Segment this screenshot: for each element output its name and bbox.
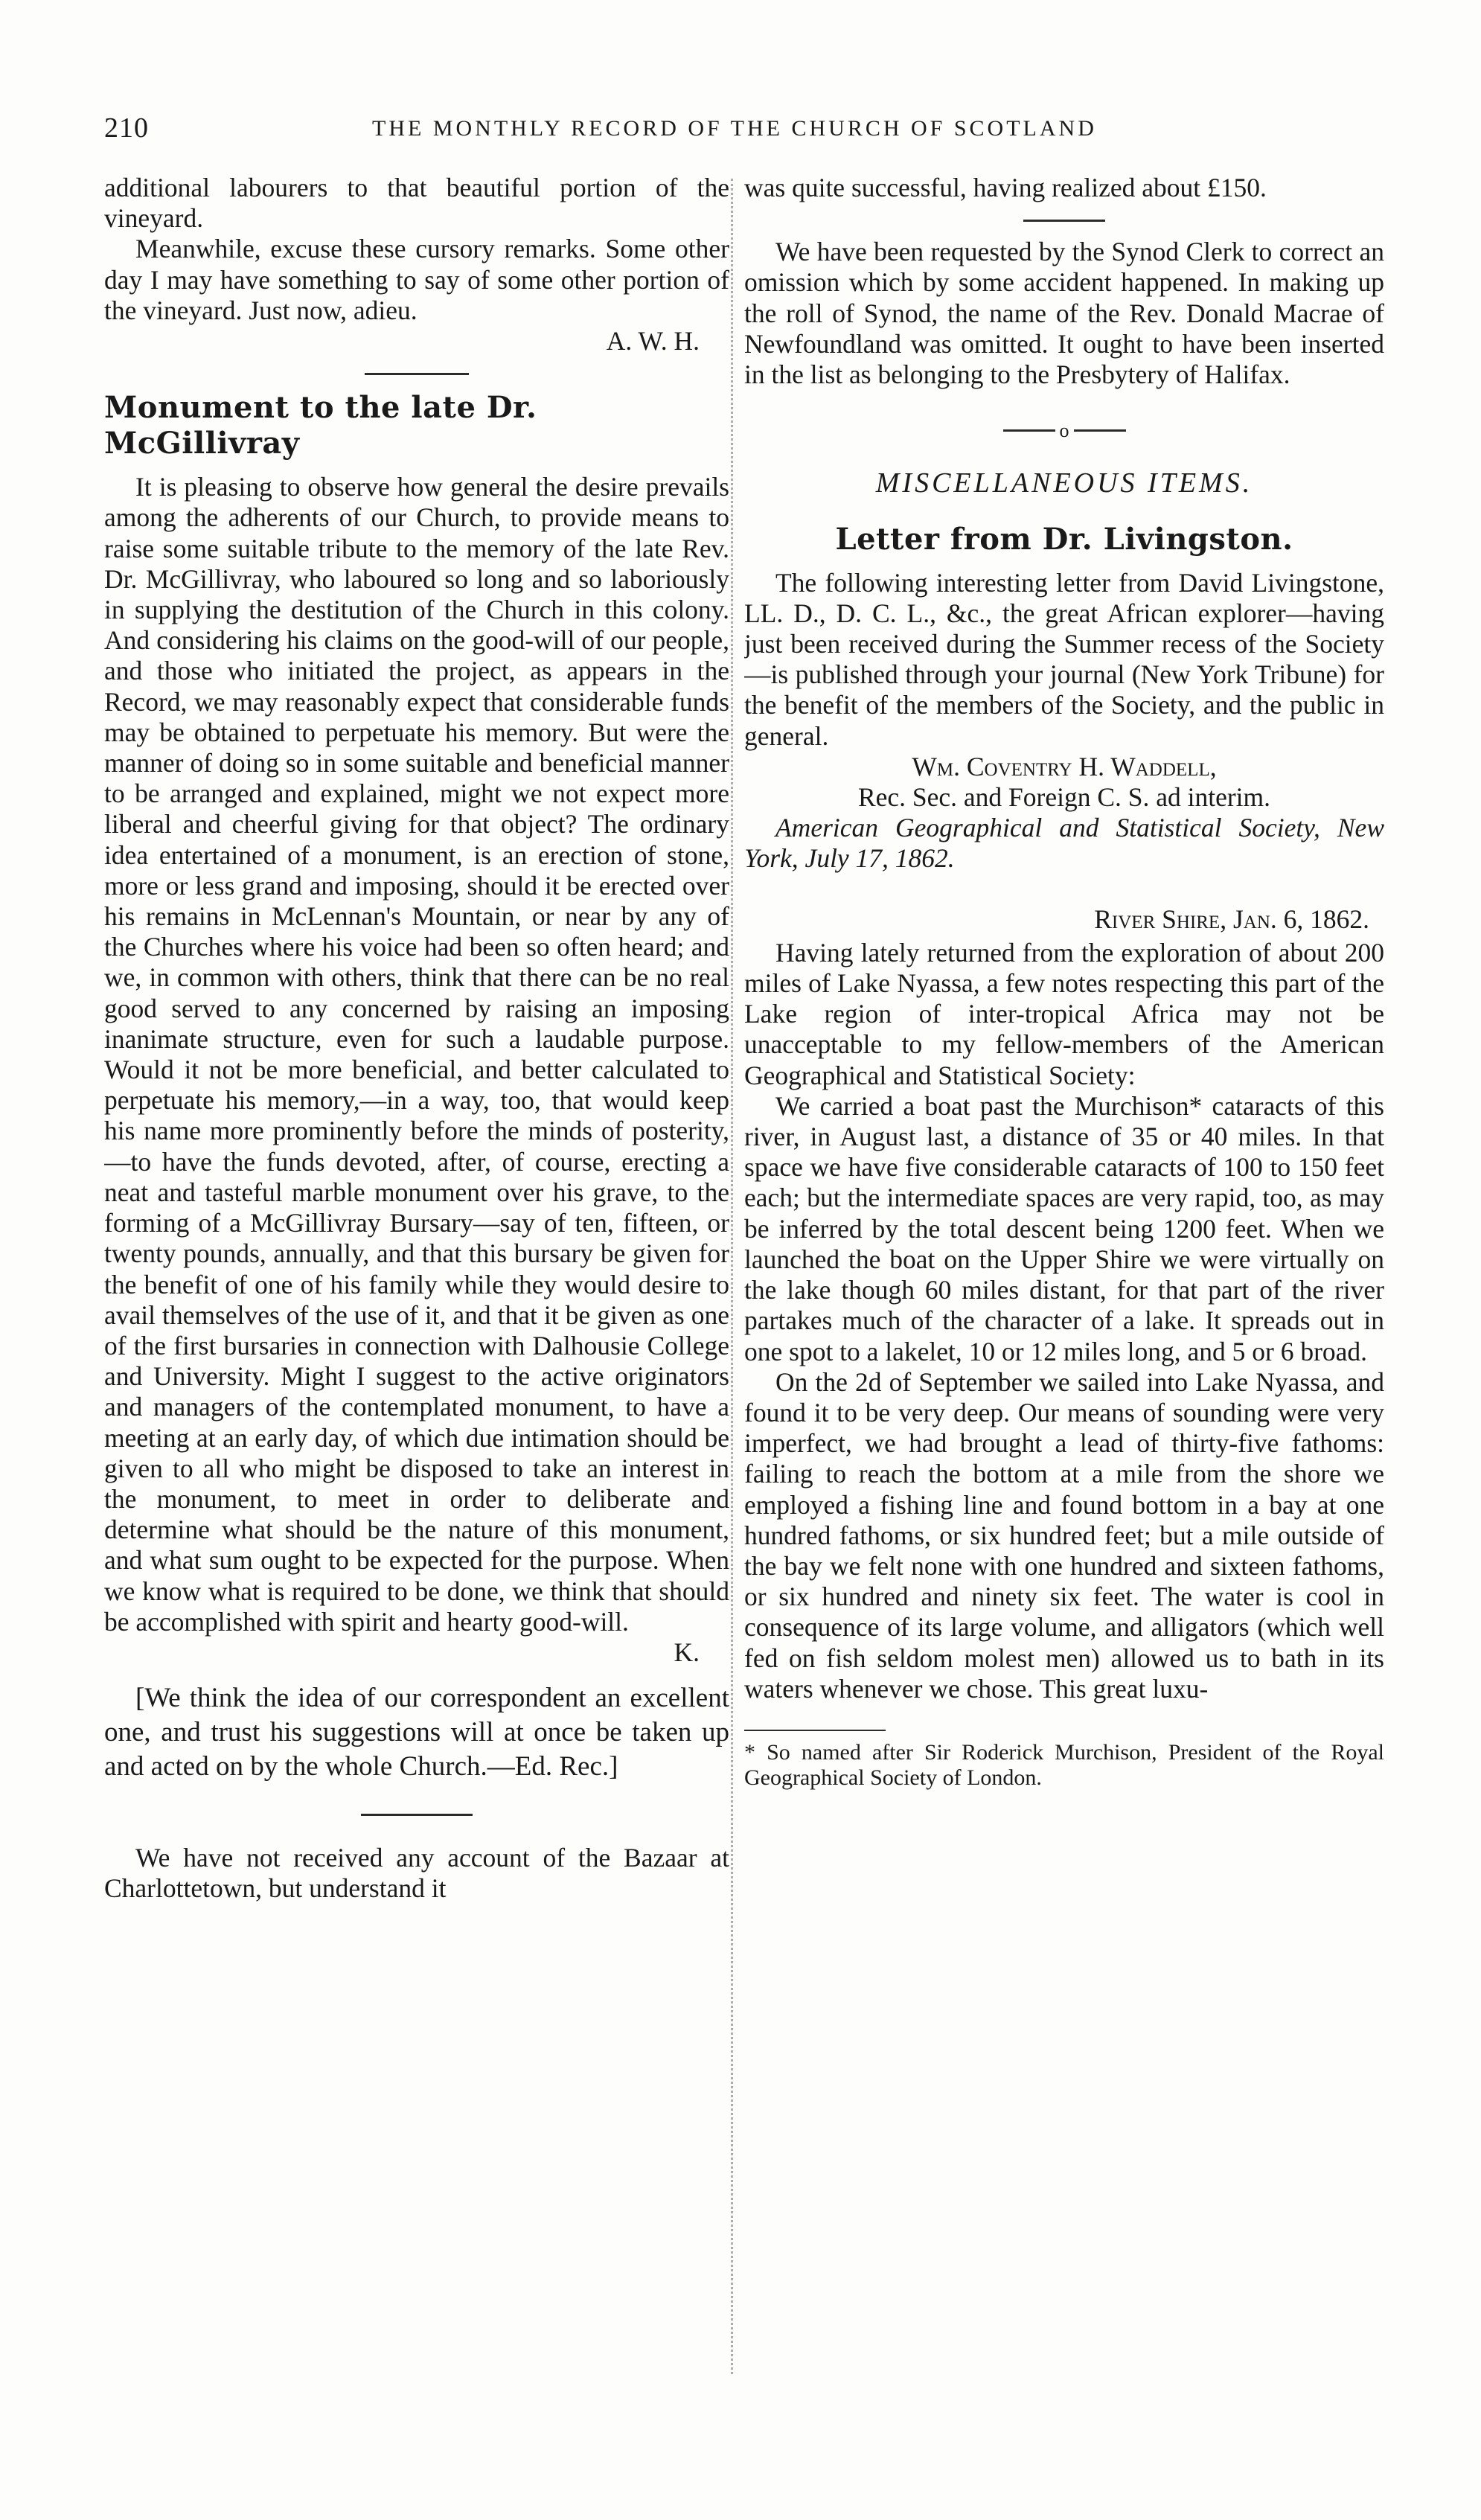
signature-k: K. <box>674 1637 700 1667</box>
footnote-rule <box>744 1730 886 1731</box>
letter-dateline: River Shire, Jan. 6, 1862. <box>1094 904 1369 934</box>
signature-line <box>104 326 729 356</box>
monument-body: It is pleasing to observe how general the desire prevails among the adherents of our Church, to provide means to raise some suitable tribute to the memory of the late Rev. Dr. McGillivray, who laboured so long and so laboriously in supplying the destitution of the Church in this colony. And considering his claims on the good-will of our people, and those who initiated the project, as appears in the Record, we may reasonably expect that considerable funds may be obtained to perpetuate his memory. But were the manner of doing so in some suitable and beneficial manner to be arranged and explained, might we not expect more liberal and cheerful giving for that object? The ordinary idea entertained of a monument, is an erection of stone, more or less grand and imposing, should it be erected over his remains in McLennan's Mountain, or near by any of the Churches where his voice had been so often heard; and we, in common with others, think that there can be no real good served to any concerned by raising an imposing inanimate structure, even for such a laudable purpose. Would it not be more beneficial, and better calculated to perpetuate his memory,—in a way, too, that would keep his name more prominently before the minds of posterity,—to have the funds devoted, after, of course, erecting a neat and tasteful marble monument over his grave, to the forming of a McGillivray Bursary—say of ten, fifteen, or twenty pounds, annually, and that this bursary be given for the benefit of one of his family while they would desire to avail themselves of the use of it, and that it be given as one of the first bursaries in connection with Dalhousie College and University. Might I suggest to the active originators and managers of the contemplated monument, to have a meeting at an early day, of which due intimation should be given to all who might be disposed to take an interest in the monument, to meet in order to deliberate and determine what should be the nature of this monument, and what sum ought to be expected for the purpose. When we know what is required to be done, we think that should be accomplished with spirit and hearty good-will. <box>104 472 729 1637</box>
section-rule <box>365 373 469 375</box>
letter-paragraph-3: On the 2d of September we sailed into Lake Nyassa, and found it to be very deep. Our means of sounding were very imperfect, we had brought a lead of thirty-five fathoms: failing to reach the bottom at a mile from the shore we employed a fishing line and found bottom in a bay at one hundred fathoms, or six hundred feet; but a mile outside of the bay we felt none with one hundred and sixteen fathoms, or six hundred and ninety six feet. The water is cool in consequence of its large volume, and alligators (which well fed on fish seldom molest men) allowed us to bath in its waters whenever we chose. This great luxu- <box>744 1366 1384 1704</box>
footnote: * So named after Sir Roderick Murchison, President of the Royal Geographical Society of London. <box>744 1739 1384 1790</box>
running-title: THE MONTHLY RECORD OF THE CHURCH OF SCOTLAND <box>372 116 1097 141</box>
section-rule-right <box>1023 220 1105 222</box>
page-header <box>104 112 1384 156</box>
monument-heading: Monument to the late Dr. McGillivray <box>104 390 537 461</box>
intro-paragraph: additional labourers to that beautiful portion of the vineyard. <box>104 173 729 234</box>
left-column <box>104 173 729 2443</box>
column-divider <box>731 179 733 2374</box>
right-column <box>744 173 1384 2443</box>
letter-paragraph-1: Having lately returned from the exploration of about 200 miles of Lake Nyassa, a few notes respecting this part of the Lake region of inter-tropical Africa may not be unacceptable to my fellow-members of the American Geographical and Statistical Society: <box>744 937 1384 1090</box>
editor-note: [We think the idea of our correspondent an excellent one, and trust his suggestions will at once be taken up and acted on by the whole Church.—Ed. Rec.] <box>104 1683 729 1782</box>
letter-intro: The following interesting letter from David Livingstone, LL. D., D. C. L., &c., the great African explorer—having just been received during the Summer recess of the Society—is published through your journal (New York Tribune) for the benefit of the members of the Society, and the public in general. <box>744 567 1384 751</box>
ornament-o: o <box>1059 420 1069 442</box>
bazaar-paragraph: We have not received any account of the Bazaar at Charlottetown, but understand it <box>104 1843 729 1904</box>
bazaar-continuation: was quite successful, having realized about £150. <box>744 173 1267 202</box>
secretary-name: Wm. Coventry H. Waddell, <box>912 751 1217 781</box>
signature-awh: A. W. H. <box>606 326 700 356</box>
misc-items-heading: MISCELLANEOUS ITEMS. <box>875 467 1253 499</box>
ornament-divider <box>744 415 1384 446</box>
meanwhile-paragraph: Meanwhile, excuse these cursory remarks. Some other day I may have something to say of some other portion of the vineyard. Just now, adieu. <box>104 234 729 325</box>
page-number: 210 <box>104 112 149 144</box>
monument-signature-line <box>104 1637 729 1668</box>
letter-paragraph-2: We carried a boat past the Murchison* cataracts of this river, in August last, a distance of 35 or 40 miles. In that space we have five considerable cataracts of 100 to 150 feet each; but the intermediate spaces are very rapid, too, as may be inferred by the total descent being 1200 feet. When we launched the boat on the Upper Shire we were virtually on the lake though 60 miles distant, for that part of the river partakes much of the character of a lake. It spreads out in one spot to a lakelet, 10 or 12 miles long, and 5 or 6 broad. <box>744 1090 1384 1366</box>
society-line: American Geographical and Statistical Society, New York, July 17, 1862. <box>744 813 1384 874</box>
section-rule-bottom <box>361 1814 473 1816</box>
secretary-title: Rec. Sec. and Foreign C. S. ad interim. <box>857 782 1271 813</box>
synod-paragraph: We have been requested by the Synod Clerk to correct an omission which by some accident happened. In making up the roll of Synod, the name of the Rev. Donald Macrae of Newfoundland was omitted. It ought to have been inserted in the list as belonging to the Presbytery of Halifax. <box>744 237 1384 390</box>
letter-heading: Letter from Dr. Livingston. <box>835 521 1293 557</box>
